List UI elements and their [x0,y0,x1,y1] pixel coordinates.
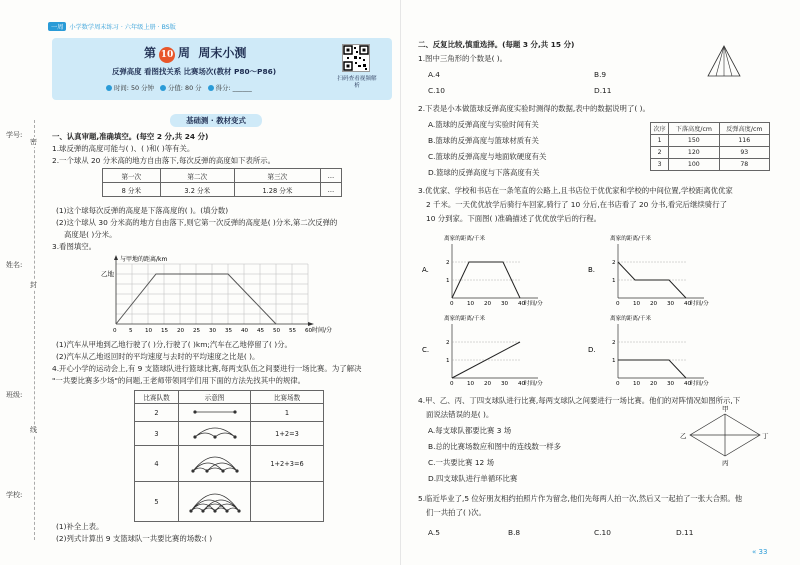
x-axis-unit: 时间/分 [312,327,333,334]
option[interactable]: A.篮球的反弹高度与实验时间有关 [428,120,539,129]
distance-time-chart [100,254,340,336]
p1-q3: 3.看图填空。 [52,242,97,251]
table-cell: 2 [651,147,669,159]
score-icon [160,85,166,91]
table-cell: … [320,183,341,197]
team-label: 丁 [762,432,769,440]
x-tick-label: 5 [129,328,133,334]
x-tick-label: 40 [684,381,692,386]
table-cell: 120 [669,147,719,159]
y-tick-label: 1 [612,278,616,284]
y-axis-label: 离家的距离/千米 [444,236,486,242]
y-tick-label: 1 [612,358,616,364]
part2-title: 二、反复比较,慎重选择。(每题 3 分,共 15 分) [418,40,575,49]
table-cell: 3 [135,422,179,446]
y-tick-label: 2 [612,260,616,266]
label-xingming: 姓名: [6,261,23,269]
p1-q4: 4.开心小学的运动会上,有 9 支篮球队进行篮球比赛,每两支队伍之间要进行一场比赛。为了解决 [52,364,362,373]
part1-title: 一、认真审题,准确填空。(每空 2 分,共 24 分) [52,132,209,141]
header-box [52,38,392,100]
diagram-cell [179,422,251,446]
table-header: 示意图 [179,391,251,404]
x-tick-label: 20 [650,301,658,306]
option-letter: D. [588,346,596,354]
x-tick-label: 10 [633,301,641,306]
table-cell: 150 [669,135,719,147]
option-letter: B. [588,266,596,274]
table-cell: 116 [719,135,769,147]
table-header: 第一次 [103,169,161,183]
y-tick-label: 2 [446,340,450,346]
y-tick-label: 2 [446,260,450,266]
table-header: 第三次 [234,169,320,183]
table-cell: 78 [719,159,769,171]
y-axis-label: 离家的距离/千米 [444,316,486,322]
x-tick-label: 25 [193,328,201,334]
option[interactable]: B.总的比赛场数应和图中的连线数一样多 [428,442,562,451]
x-tick-label: 15 [161,328,169,334]
y-axis-label: 离家的距离/千米 [610,236,652,242]
option-graph-a[interactable] [420,232,570,306]
x-tick-labels [113,328,313,334]
x-tick-label: 40 [518,301,526,306]
p1-q4-1: (1)补全上表。 [56,522,104,531]
option-graph-b[interactable] [586,232,736,306]
four-team-diagram-icon [187,447,243,479]
x-tick-label: 0 [450,301,454,306]
y-axis-label: 离家的距离/千米 [610,316,652,322]
pen-icon [208,85,214,91]
p2-q5: 5.临近毕业了,5 位好朋友相约拍照片作为留念,他们先每两人拍一次,然后又一起拍了一张大合照。他 [418,494,743,503]
label-xian: 线 [30,426,37,434]
team-label: 乙 [680,432,687,440]
page-number: « 33 [752,548,768,556]
qr-code-icon[interactable] [342,44,370,72]
option-graph-d[interactable] [586,312,736,386]
table-cell: 4 [135,446,179,482]
y-tick-label: 2 [612,340,616,346]
option[interactable]: D.四支球队进行单循环比赛 [428,474,518,483]
p1-q2-1: (1)这个球每次反弹的高度是下落高度的( )。(填分数) [56,206,229,215]
table-cell [251,482,324,522]
section-banner: 基础测 · 教材变式 [170,114,262,127]
p2-q3b: 2 千米。一天优优放学后骑行车回家,骑行了 10 分后,在书店看了 20 分书,看完后继续骑行了 [426,200,727,209]
y-tick-label: 乙地 [101,270,114,278]
x-tick-label: 60 [305,328,313,334]
option-letter: A. [422,266,429,274]
table-cell: 1 [251,404,324,422]
p2-q4b: 面说法错误的是( )。 [426,410,494,419]
x-tick-label: 10 [467,381,475,386]
cut-line [34,120,35,540]
table-cell: 1.28 分米 [234,183,320,197]
label-xuehao: 学号: [6,131,23,139]
table-header: … [320,169,341,183]
x-tick-label: 30 [501,381,509,386]
table-header: 下落高度/cm [669,123,719,135]
p2-q2: 2.下表是小本做篮球反弹高度实验时测得的数据,表中的数据说明了( )。 [418,104,650,113]
team-label: 丙 [722,459,729,466]
option[interactable]: A.每支球队都要比赛 3 场 [428,426,512,435]
diagram-cell [179,482,251,522]
series-tag: 一周 小学数学周末练习 · 六年级上册 · BS版 [48,22,176,31]
x-axis-unit: 时间/分 [524,301,543,306]
x-tick-label: 10 [633,381,641,386]
x-axis-arrow-icon [308,322,314,326]
x-tick-label: 30 [667,381,675,386]
week-title: 第 10 周 周末小测 [144,44,246,63]
three-team-diagram-icon [187,423,243,443]
week-subtitle: 反弹高度 看图找关系 比赛场次(教材 P80～P86) [112,67,277,76]
qr-caption: 扫码查看视频解析 [337,76,377,89]
option-letter: C. [422,346,430,354]
x-tick-label: 0 [113,328,117,334]
x-tick-label: 0 [616,381,620,386]
triangle-figure-icon [706,44,742,78]
label-xuexiao: 学校: [6,491,23,499]
p2-q5b: 们一共拍了( )次。 [426,508,486,517]
bounce-table [102,168,342,197]
p1-q1: 1.球反弹的高度可能与( )、( )和( )等有关。 [52,144,195,153]
table-header: 反弹高度/cm [719,123,769,135]
table-cell: 8 分米 [103,183,161,197]
y-tick-label: 1 [446,358,450,364]
x-tick-label: 40 [684,301,692,306]
table-header: 次序 [651,123,669,135]
option[interactable]: D.11 [594,86,612,95]
x-tick-label: 0 [616,301,620,306]
x-tick-label: 10 [467,301,475,306]
option[interactable]: C.10 [428,86,445,95]
table-cell: 100 [669,159,719,171]
diagram-cell [179,404,251,422]
option[interactable]: B.8 [508,528,521,537]
x-tick-label: 30 [667,301,675,306]
x-tick-label: 30 [501,301,509,306]
five-team-diagram-icon [187,483,243,519]
x-tick-label: 20 [650,381,658,386]
x-axis-unit: 时间/分 [524,381,543,386]
x-axis-unit: 时间/分 [690,381,709,386]
table-cell: 1+2+3=6 [251,446,324,482]
option[interactable]: C.10 [594,528,611,537]
x-tick-label: 40 [241,328,249,334]
x-tick-label: 20 [484,301,492,306]
x-tick-label: 40 [518,381,526,386]
p2-q3c: 10 分到家。下面图( )准确描述了优优放学后的行程。 [426,214,602,223]
table-header: 比赛场数 [251,391,324,404]
x-tick-label: 30 [209,328,217,334]
option-graph-c[interactable] [420,312,570,386]
table-cell: 5 [135,482,179,522]
two-team-diagram-icon [187,405,243,419]
clock-icon [106,85,112,91]
option[interactable]: D.篮球的反弹高度与下落高度有关 [428,168,540,177]
trip-line [618,360,686,378]
binding-strip [0,30,48,550]
table-cell: 3 [651,159,669,171]
table-header: 比赛队数 [135,391,179,404]
week-meta: 时间: 50 分钟 分值: 80 分 得分: ______ [106,83,252,92]
x-tick-label: 0 [450,381,454,386]
option[interactable]: A.4 [428,70,440,79]
p2-q1: 1.图中三角形的个数是( )。 [418,54,508,63]
table-cell: 1 [651,135,669,147]
y-axis-arrow-icon [114,255,118,260]
table-header: 第二次 [160,169,234,183]
p1-q4-2: (2)列式计算出 9 支篮球队一共要比赛的场数:( ) [56,534,213,543]
table-cell: 1+2=3 [251,422,324,446]
p1-q2-2b: 高度是( )分米。 [64,230,117,239]
label-mi: 密 [30,138,37,146]
p1-q2-2: (2)这个球从 30 分米高的地方自由落下,则它第一次反弹的高度是( )分米,第二次反弹的 [56,218,338,227]
x-tick-label: 50 [273,328,281,334]
option[interactable]: C.篮球的反弹高度与地面软硬度有关 [428,152,547,161]
team-matchup-diagram [680,404,770,466]
label-banji: 班级: [6,391,23,399]
table-cell: 93 [719,147,769,159]
match-table [134,390,324,522]
option[interactable]: C.一共要比赛 12 场 [428,458,494,467]
table-cell: 2 [135,404,179,422]
team-label: 甲 [722,405,729,413]
option[interactable]: D.11 [676,528,694,537]
diagram-cell [179,446,251,482]
week-number-badge: 10 [159,47,175,63]
option[interactable]: B.9 [594,70,607,79]
p2-q4: 4.甲、乙、丙、丁四支球队进行比赛,每两支球队之间要进行一场比赛。他们的对阵情况如图所示,下 [418,396,741,405]
p1-q3-2: (2)汽车从乙地返回时的平均速度与去时的平均速度之比是( )。 [56,352,260,361]
page-spine [400,0,401,565]
rebound-data-table [650,122,770,171]
chart-grid [116,264,308,324]
table-cell: 3.2 分米 [160,183,234,197]
x-tick-label: 10 [145,328,153,334]
p1-q3-1: (1)汽车从甲地到乙地行驶了( )分,行驶了( )km;汽车在乙地停留了( )分。 [56,340,292,349]
y-tick-label: 1 [446,278,450,284]
p1-q2: 2.一个球从 20 分米高的地方自由落下,每次反弹的高度如下表所示。 [52,156,276,165]
x-tick-label: 20 [484,381,492,386]
p1-q4b: "一共要比赛多少场"的问题,王老师带领同学们用下面的方法先找其中的规律。 [52,376,306,385]
x-tick-label: 45 [257,328,265,334]
x-axis-unit: 时间/分 [690,301,709,306]
x-tick-label: 35 [225,328,233,334]
option[interactable]: B.篮球的反弹高度与篮球材质有关 [428,136,539,145]
option[interactable]: A.5 [428,528,440,537]
x-tick-label: 55 [289,328,297,334]
label-feng: 封 [30,281,37,289]
x-tick-label: 20 [177,328,185,334]
p2-q3: 3.优优家、学校和书店在一条笔直的公路上,且书店位于优优家和学校的中间位置,学校距离优优家 [418,186,733,195]
y-axis-label: 与甲地的距离/km [120,256,168,263]
